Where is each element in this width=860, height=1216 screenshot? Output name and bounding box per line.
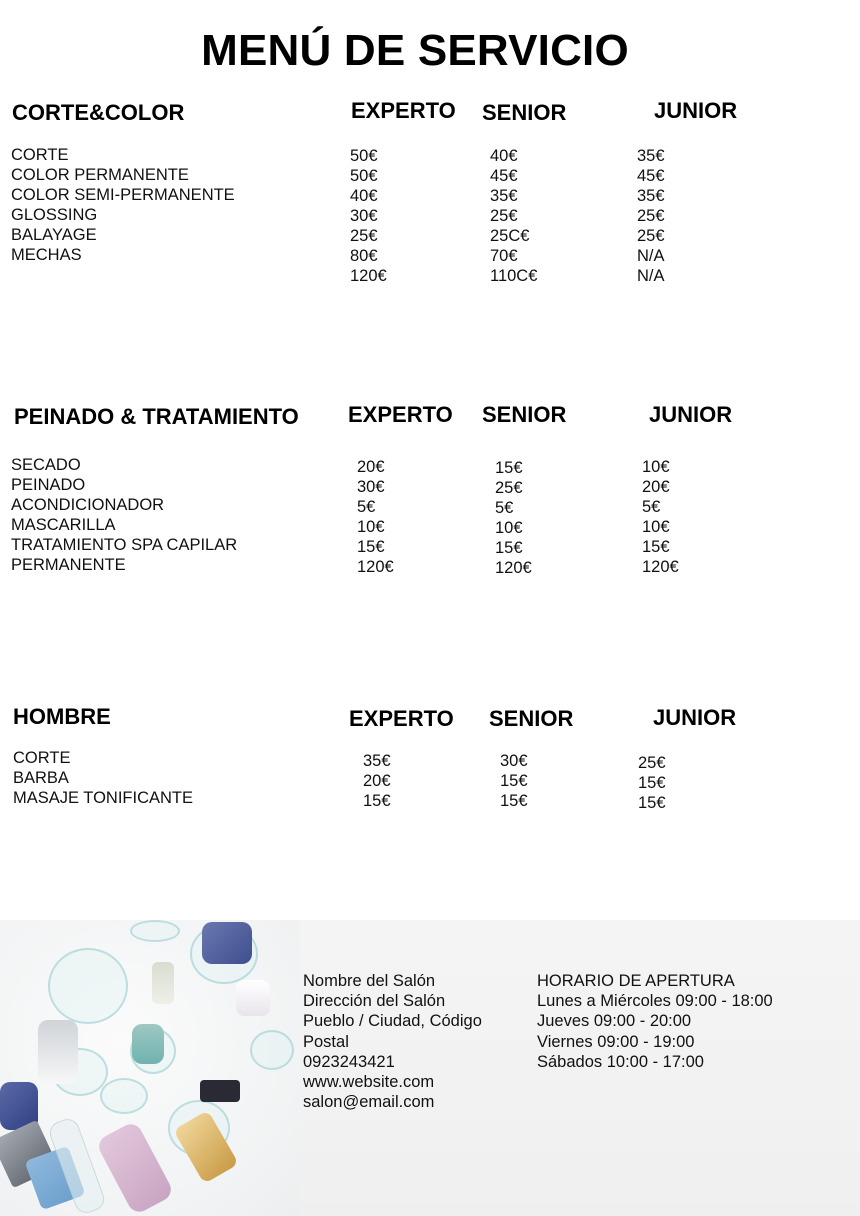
salon-website-link[interactable]: www.website.com (303, 1073, 435, 1092)
price: 25€ (490, 207, 518, 225)
hours-line: Sábados 10:00 - 17:00 (537, 1052, 704, 1071)
opening-hours-title: HORARIO DE APERTURA (537, 972, 735, 990)
price: 25€ (495, 479, 523, 497)
salon-phone[interactable]: 0923243421 (303, 1052, 395, 1071)
price: 25€ (638, 754, 666, 772)
price: 50€ (350, 167, 378, 185)
section-title: HOMBRE (13, 704, 111, 729)
service-list (11, 145, 235, 265)
salon-email-link[interactable]: salon@email.com (303, 1093, 435, 1112)
price-column-senior (495, 458, 532, 578)
service-name: MASAJE TONIFICANTE (13, 789, 194, 807)
section-title: PEINADO & TRATAMIENTO (14, 404, 299, 429)
service-name: SECADO (11, 456, 81, 474)
column-header-junior: JUNIOR (654, 98, 738, 123)
salon-contact-info (303, 971, 482, 1112)
price: 15€ (357, 538, 385, 556)
price: 10€ (495, 519, 523, 537)
price-column-junior (642, 457, 679, 577)
price: 45€ (490, 167, 518, 185)
service-name: COLOR SEMI-PERMANENTE (11, 186, 235, 204)
price-column-junior (638, 753, 666, 813)
price: 10€ (357, 518, 385, 536)
price: 120€ (642, 558, 679, 576)
price: 25€ (637, 227, 665, 245)
column-header-junior: JUNIOR (653, 705, 737, 730)
column-header-senior: SENIOR (482, 100, 567, 125)
price: 35€ (490, 187, 518, 205)
price-column-senior (500, 751, 528, 811)
price: 110C€ (490, 267, 538, 285)
price: 25C€ (490, 227, 530, 245)
opening-hours (537, 971, 773, 1072)
price-column-experto (350, 146, 387, 286)
hours-line: Viernes 09:00 - 19:00 (537, 1032, 695, 1051)
price: N/A (637, 267, 665, 285)
price: 35€ (363, 752, 391, 770)
price: 50€ (350, 147, 378, 165)
salon-name: Nombre del Salón (303, 972, 436, 990)
price: 15€ (495, 459, 523, 477)
price: 15€ (495, 539, 523, 557)
price: 40€ (350, 187, 378, 205)
column-header-experto: EXPERTO (348, 402, 453, 427)
price: 120€ (357, 558, 394, 576)
price: 15€ (500, 792, 528, 810)
price: 5€ (495, 499, 514, 517)
price: 15€ (638, 774, 666, 792)
service-name: CORTE (11, 146, 69, 164)
service-name: CORTE (13, 749, 71, 767)
price: 35€ (637, 147, 665, 165)
service-name: MECHAS (11, 246, 82, 264)
footer (0, 920, 860, 1216)
price: 20€ (642, 478, 670, 496)
price: 5€ (642, 498, 661, 516)
service-list (13, 748, 193, 808)
price: 15€ (363, 792, 391, 810)
hours-line: Jueves 09:00 - 20:00 (537, 1012, 692, 1031)
service-name: GLOSSING (11, 206, 98, 224)
page-title: MENÚ DE SERVICIO (201, 26, 629, 75)
service-name: BALAYAGE (11, 226, 97, 244)
price: 120€ (350, 267, 387, 285)
service-name: MASCARILLA (11, 516, 116, 534)
price-column-senior (490, 146, 537, 286)
price: 45€ (637, 167, 665, 185)
price: 15€ (500, 772, 528, 790)
price: 35€ (637, 187, 665, 205)
price-column-experto (357, 457, 394, 577)
price-column-experto (363, 751, 391, 811)
column-header-experto: EXPERTO (349, 706, 454, 731)
column-header-junior: JUNIOR (649, 402, 733, 427)
beauty-products-photo (0, 920, 300, 1216)
price: 10€ (642, 518, 670, 536)
section-title: CORTE&COLOR (12, 100, 185, 125)
column-header-senior: SENIOR (482, 402, 567, 427)
price: 15€ (642, 538, 670, 556)
salon-postal: Postal (303, 1032, 349, 1051)
price: 10€ (642, 458, 670, 476)
price: N/A (637, 247, 665, 265)
price: 30€ (357, 478, 385, 496)
price: 40€ (490, 147, 518, 165)
price: 30€ (500, 752, 528, 770)
price: 15€ (638, 794, 666, 812)
salon-city: Pueblo / Ciudad, Código (303, 1012, 482, 1031)
service-name: PERMANENTE (11, 556, 126, 574)
price: 30€ (350, 207, 378, 225)
service-name: COLOR PERMANENTE (11, 166, 189, 184)
column-header-senior: SENIOR (489, 706, 574, 731)
service-list (11, 455, 237, 575)
service-name: PEINADO (11, 476, 86, 494)
price: 120€ (495, 559, 532, 577)
price: 5€ (357, 498, 376, 516)
column-header-experto: EXPERTO (351, 98, 456, 123)
price-column-junior (637, 146, 665, 286)
salon-address: Dirección del Salón (303, 992, 446, 1011)
price: 70€ (490, 247, 518, 265)
hours-line: Lunes a Miércoles 09:00 - 18:00 (537, 992, 773, 1011)
price: 80€ (350, 247, 378, 265)
price: 20€ (363, 772, 391, 790)
service-name: TRATAMIENTO SPA CAPILAR (11, 536, 238, 554)
price: 20€ (357, 458, 385, 476)
service-name: ACONDICIONADOR (11, 496, 165, 514)
service-name: BARBA (13, 769, 69, 787)
price: 25€ (637, 207, 665, 225)
price: 25€ (350, 227, 378, 245)
